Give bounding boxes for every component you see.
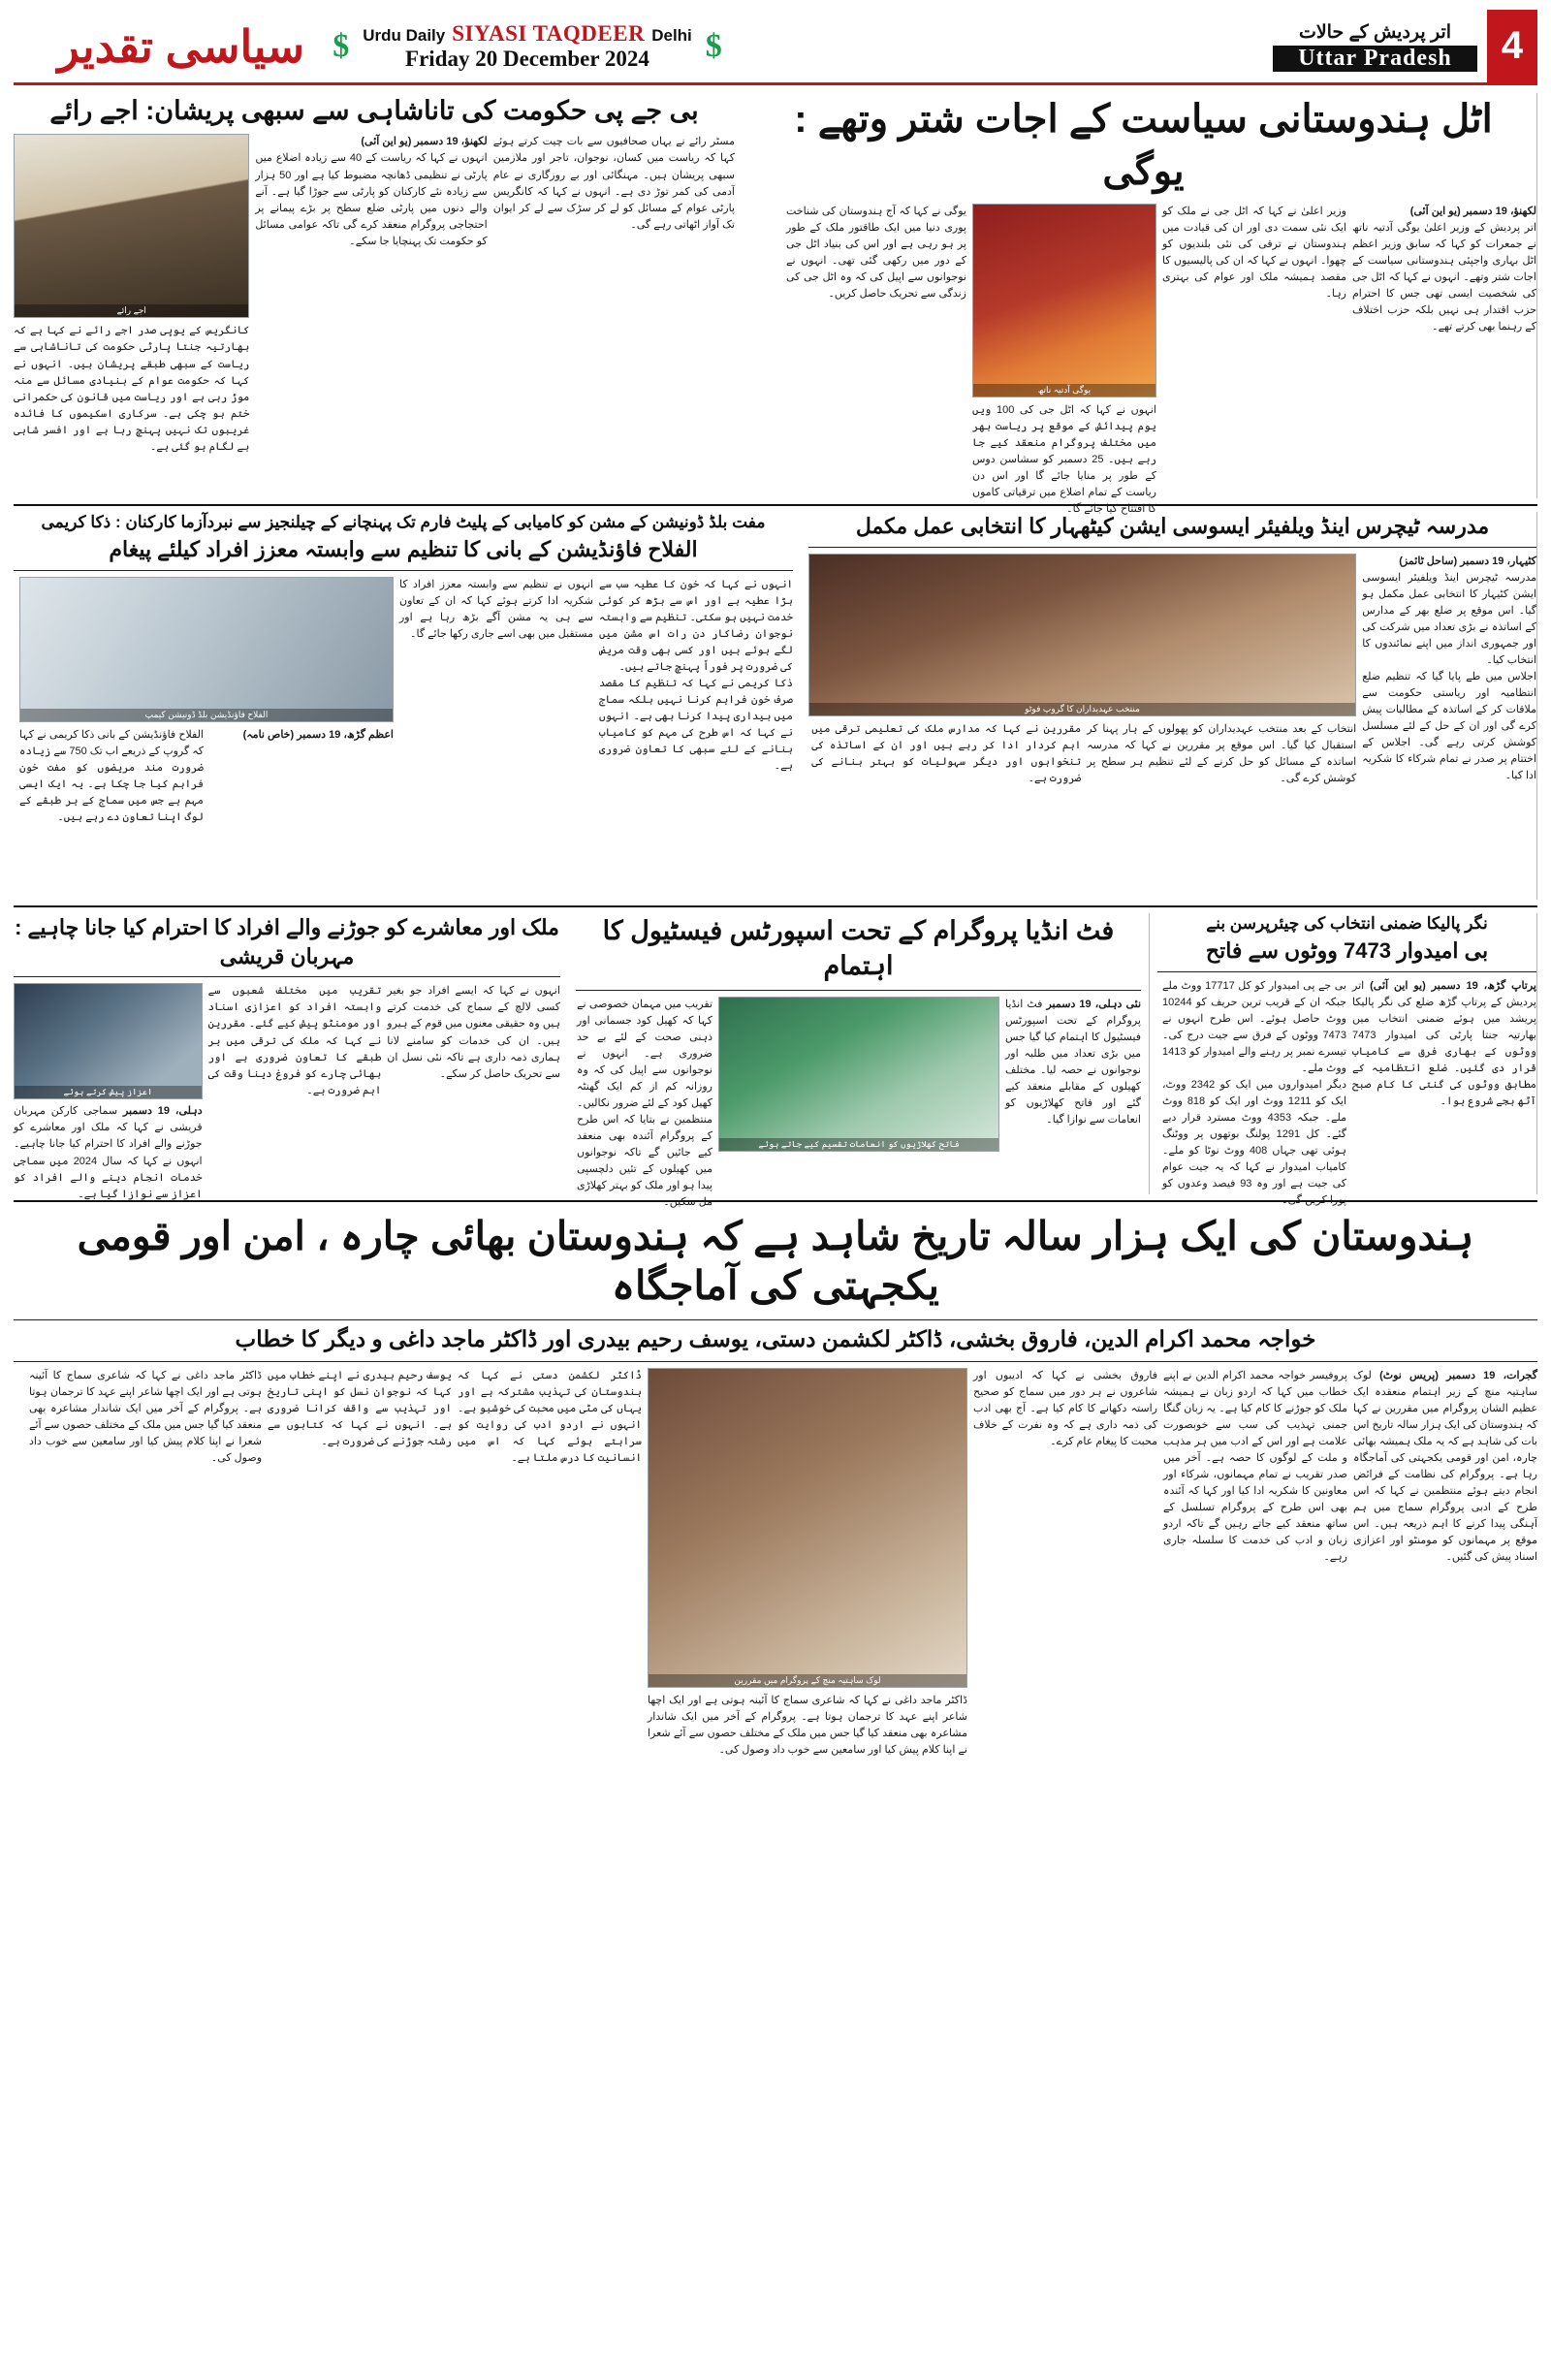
story-blood-headline: الفلاح فاؤنڈیشن کے بانی کا تنظیم سے وابستہ معزز افراد کیلئے پیغام [109,537,698,561]
story-blood-p1: الفلاح فاؤنڈیشن کے بانی ذکا کریمی نے کہا کہ گروپ کے ذریعے اب تک 750 سے زیادہ ضرورت مند مریضوں کو مفت خون فراہم کیا جا چکا ہے۔ یہ ایک ایسی مہم ہے جس میں سماج کے ہر طبقے کے لوگ اپنا تعاون دے رہے ہیں۔ [19,728,204,823]
bottom-feature-p3: فاروق بخشی نے کہا کہ ادیبوں اور شاعروں نے ہر دور میں سماج کو صحیح راستہ دکھانے کا کام کیا ہے۔ آج بھی ادب کی ذمہ داری ہے کہ وہ نفرت کے خلاف محبت کا پیغام عام کرے۔ [973,1369,1157,1447]
story-ajay-headline: بی جے پی حکومت کی تاناشاہی سے سبھی پریشان: اجے رائے [49,96,699,125]
story-madrasa-p1: مدرسہ ٹیچرس اینڈ ویلفیئر ایسوسی ایشن کٹیہار کا انتخابی عمل مکمل ہو گیا۔ اس موقع پر ضلع بھر کے مدارس کے اساتذہ نے بڑی تعداد میں شرکت کی اور جمہوری انداز میں اپنے نمائندوں کا انتخاب کیا۔ [1362,571,1536,666]
story-ajay-p1: کانگریس کے یوپی صدر اجے رائے نے کہا ہے کہ بھارتیہ جنتا پارٹی حکومت کی تاناشاہی سے ریاست کے سبھی طبقے پریشان ہیں۔ انہوں نے کہا کہ حکومت عوام کے بنیادی مسائل سے منہ موڑ رہی ہے اور ریاست میں قانون کی حکمرانی ختم ہو چکی ہے۔ سرکاری اسکیموں کا فائدہ غریبوں تک نہیں پہنچ رہا ہے اور افسر شاہی بے لگام ہو گئی ہے۔ [14,325,250,453]
paper-logo-urdu: سیاسی تقدیر [57,20,304,72]
masthead-brand: SIYASI TAQDEER [452,20,646,46]
story-yogi-p2: وزیر اعلیٰ نے کہا کہ اٹل جی نے ملک کو ایک نئی سمت دی اور ان کی قیادت میں ہندوستان نے ترقی کی نئی بلندیوں کو چھوا۔ انہوں نے کہا کہ ان کی پالیسیوں کا مقصد ہمیشہ ملک اور عوام کی بہتری رہا۔ [1162,206,1346,301]
story-sports-photo [718,997,999,1152]
story-qureshi-p1: سماجی کارکن مہربان قریشی نے کہا کہ ملک اور معاشرے کو جوڑنے والے افراد کا احترام کیا جانا چاہیے۔ انہوں نے کہا کہ سال 2024 میں سماجی خدمات انجام دینے والے افراد کو اعزاز سے نوازا گیا ہے۔ [14,1105,203,1200]
story-yogi-p1: اتر پردیش کے وزیر اعلیٰ یوگی آدتیہ ناتھ نے جمعرات کو کہا کہ سابق وزیر اعظم اٹل بہاری واجپئی ہندوستانی سیاست کے اجات شتر وتھے۔ انہوں نے کہا کہ اٹل جی کی شخصیت ایسی تھی جس کا احترام حزب اقتدار ہی نہیں بلکہ حزب اختلاف کے رہنما بھی کرتے تھے۔ [1352,222,1536,333]
divider-bottom-2 [14,1361,1537,1362]
bottom-feature-columns [14,1368,1537,2037]
story-madrasa-headline: مدرسہ ٹیچرس اینڈ ویلفیئر ایسوسی ایشن کیٹھہار کا انتخابی عمل مکمل [855,514,1490,538]
bottom-feature-subbanner: خواجہ محمد اکرام الدین، فاروق بخشی، ڈاکٹر لکشمن دستی، یوسف رحیم بیدری اور ڈاکٹر ماجد داغی و دیگر کا خطاب [235,1325,1316,1351]
story-ajay-photo-caption: اجے رائے [15,304,248,317]
story-madrasa-col1 [1362,554,1536,878]
story-election-p2: بی جے پی امیدوار کو کل 17717 ووٹ ملے جبکہ ان کے قریب ترین حریف کو 10244 ووٹ حاصل ہوئے۔ اس طرح انہوں نے 7473 ووٹوں کے فرق سے جیت درج کی۔ تیسرے نمبر پر رہنے والے امیدوار کو 1413 ووٹ ملے۔ [1162,979,1346,1074]
masthead-center [304,10,750,82]
story-sports [568,913,1150,1209]
section-title [1273,10,1481,82]
story-yogi-dateline: لکھنؤ، 19 دسمبر (یو این آئی) [1409,206,1536,217]
divider-election [1157,971,1536,972]
story-blood-donation [14,512,801,900]
bottom-feature-dateline: گجرات، 19 دسمبر (پریس نوٹ) [1379,1369,1537,1381]
story-blood-dateline: اعظم گڑھ، 19 دسمبر (خاص نامہ) [242,728,394,741]
story-blood-col2 [399,577,593,897]
story-blood-col1 [599,577,793,897]
story-qureshi-p3: تقریب میں مختلف شعبوں سے وابستہ افراد کو اعزازی اسناد اور مومنٹو پیش کیے گئے۔ مقررین نے کہا کہ ملک کی ترقی میں ہر طبقے کا تعاون ضروری ہے اور بھائی چارے کو فروغ دینا وقت کی اہم ضرورت ہے۔ [207,985,382,1096]
story-sports-p2: تقریب میں مہمان خصوصی نے کہا کہ کھیل کود جسمانی اور ذہنی صحت کے لئے بے حد ضروری ہے۔ انہوں نے نوجوانوں سے اپیل کی کہ وہ روزانہ کم از کم ایک گھنٹہ کھیل کود کے لئے ضرور نکالیں۔ [577,998,712,1110]
bottom-feature-p7: پروگرام کی نظامت کے فرائض انجام دیتے ہوئے منتظمین نے کہا کہ اس طرح کے ادبی پروگرام سماج میں ہم آہنگی پیدا کرنے کا اہم ذریعہ ہیں۔ اس موقع پر مہمانوں کو مومنٹو اور اعزازی اسناد پیش کی گئیں۔ [1353,1468,1537,1564]
bottom-col-2 [1163,1368,1347,2037]
story-election-dateline: پرتاپ گڑھ، 19 دسمبر (یو این آئی) [1370,979,1536,992]
story-ajay-p2: مسٹر رائے نے یہاں صحافیوں سے بات چیت کرتے ہوئے کہا کہ ریاست میں کسان، نوجوان، تاجر اور ملازمین سبھی پریشان ہیں۔ مہنگائی اور بے روزگاری نے عام آدمی کی کمر توڑ دی ہے۔ انہوں نے کہا کہ کانگریس پارٹی عوام کے مسائل کو لے کر سڑک سے لے کر ایوان تک آواز اٹھاتی رہے گی۔ [492,136,735,231]
divider-blood [14,570,793,571]
story-sports-dateline: نئی دہلی، 19 دسمبر [1046,998,1142,1010]
story-blood-p3: ذکا کریمی نے کہا کہ تنظیم کا مقصد صرف خون فراہم کرنا نہیں بلکہ سماج میں بیداری پیدا کرنا بھی ہے۔ انہوں نے کہا کہ اس طرح کی مہم کو کامیاب بنانے کے لئے سبھی کا تعاون ضروری ہے۔ [599,677,793,773]
divider-sports [576,990,1141,991]
story-blood-photo-caption: الفلاح فاؤنڈیشن بلڈ ڈونیشن کیمپ [20,709,393,721]
story-qureshi-photo [14,983,203,1099]
story-yogi-p4: یوگی نے کہا کہ آج ہندوستان کی شناخت پوری دنیا میں ایک طاقتور ملک کے طور پر ہو رہی ہے اور اس کی بنیاد اٹل جی کے دور میں رکھی گئی تھی۔ انہوں نے نوجوانوں سے اپیل کی کہ وہ اٹل جی کی زندگی سے تحریک حاصل کریں۔ [786,206,966,301]
story-yogi-photo-caption: یوگی آدتیہ ناتھ [973,384,1155,397]
section-title-urdu: اتر پردیش کے حالات [1298,21,1452,43]
story-sports-col1 [1005,997,1141,1190]
story-ajay-dateline: لکھنؤ، 19 دسمبر (یو این آئی) [361,136,488,148]
story-ajay-rai [14,93,743,498]
third-row [14,913,1537,1209]
story-ajay-col1 [493,134,735,473]
bottom-feature-photo [648,1368,967,1688]
story-sports-p3: منتظمین نے بتایا کہ اس طرح کے پروگرام آئندہ بھی منعقد کیے جائیں گے تاکہ نوجوانوں میں کھیلوں کے تئیں دلچسپی پیدا ہو اور ملک کو بہتر کھلاڑی مل سکیں۔ [577,1114,712,1209]
bottom-feature-p1: لوک ساہتیہ منچ کے زیر اہتمام منعقدہ ایک عظیم الشان پروگرام میں مقررین نے کہا کہ ہندوستان کی ایک ہزار سالہ تاریخ اس بات کی شاہد ہے کہ یہ ملک ہمیشہ بھائی چارہ، امن اور قومی یکجہتی کی آماجگاہ رہا ہے۔ [1353,1369,1537,1480]
story-ajay-col2 [255,134,487,473]
story-election-kicker: نگر پالیکا ضمنی انتخاب کی چیئرپرسن بنے [1206,914,1488,933]
masthead-date: Friday 20 December 2024 [405,46,649,71]
story-madrasa [801,512,1537,900]
bottom-col-5 [268,1368,452,2037]
story-madrasa-photo-caption: منتخب عہدیداران کا گروپ فوٹو [809,703,1355,715]
bottom-feature-p8: آخر میں صدر تقریب نے تمام مہمانوں، شرکاء اور معاونین کا شکریہ ادا کیا اور کہا کہ آئندہ بھی اس طرح کے پروگرام تسلسل کے ساتھ منعقد کیے جاتے رہیں گے تاکہ اردو زبان و ادب کی خدمت کا سلسلہ جاری رہے۔ [1163,1451,1347,1564]
bottom-col-1 [1353,1368,1537,2037]
lead-stories-row [14,93,1537,516]
story-madrasa-p3: مقررین نے کہا کہ مدارس ملک کی تعلیمی ترقی میں اہم کردار ادا کر رہے ہیں اور ان کے اساتذہ کی تنخواہوں اور دیگر سہولیات کو بہتر بنانے کی ضرورت ہے۔ [811,722,1082,784]
story-election-col2 [1162,978,1347,1207]
divider-2 [14,905,1537,907]
story-qureshi-col3 [14,983,203,1200]
bottom-feature-p2: پروفیسر خواجہ محمد اکرام الدین نے اپنے خطاب میں کہا کہ اردو زبان نے ہمیشہ ملک کو جوڑنے کا کام کیا ہے۔ یہ زبان گنگا جمنی تہذیب کی سب سے خوبصورت علامت ہے اور اس کے ادب میں ہر مذہب و ملت کے لوگوں کا حصہ ہے۔ [1163,1369,1347,1464]
story-sports-photo-caption: فاتح کھلاڑیوں کو انعامات تقسیم کیے جاتے ہوئے [719,1138,998,1151]
story-qureshi-col2 [208,983,382,1182]
story-qureshi-p2: انہوں نے کہا کہ ایسے افراد جو بغیر کسی لالچ کے سماج کی خدمت کرتے ہیں وہ حقیقی معنوں میں قوم کے ہیرو ہیں۔ ان کی خدمات کو سامنے لانا ہماری ذمہ داری ہے تاکہ نئی نسل ان سے تحریک حاصل کر سکے۔ [387,985,560,1080]
story-sports-p1: فٹ انڈیا پروگرام کے تحت اسپورٹس فیسٹیول کا اہتمام کیا گیا جس میں بڑی تعداد میں طلبہ اور نوجوانوں نے حصہ لیا۔ مختلف کھیلوں کے مقابلے منعقد کیے گئے اور فاتح کھلاڑیوں کو انعامات سے نوازا گیا۔ [1005,998,1141,1127]
divider-madrasa [808,547,1536,548]
story-yogi-headline: اٹل ہندوستانی سیاست کے اجات شتر وتھے : یوگی [794,98,1493,193]
story-madrasa-p4: اجلاس میں طے پایا گیا کہ تنظیم ضلع انتظامیہ اور ریاستی حکومت سے ملاقات کر کے اساتذہ کے مطالبات پیش کرے گی اور ان کے حل کے لئے مسلسل کوشش کرتی رہے گی۔ اجلاس کے اختتام پر صدر نے تمام شرکاء کا شکریہ ادا کیا۔ [1362,671,1536,782]
story-blood-p4: انہوں نے تنظیم سے وابستہ معزز افراد کا شکریہ ادا کرتے ہوئے کہا کہ ان کے تعاون سے ہی یہ مشن آگے بڑھ رہا ہے اور مستقبل میں بھی اسے جاری رکھا جائے گا۔ [399,578,593,640]
story-madrasa-dateline: کٹیہار، 19 دسمبر (ساحل ٹائمز) [1399,555,1536,567]
bottom-feature-photo-caption: لوک ساہتیہ منچ کے پروگرام میں مقررین [649,1674,966,1687]
story-yogi-p3: انہوں نے کہا کہ اٹل جی کی 100 ویں یوم پیدائش کے موقع پر ریاست بھر میں مختلف پروگرام منعقد کیے جا رہے ہیں۔ 25 دسمبر کو سشاسن دوس کے طور پر منایا جائے گا اور اس دن ریاست کے تمام اضلاع میں ترقیاتی کاموں کا افتتاح کیا جائے گا۔ [972,404,1156,516]
bottom-col-3 [973,1368,1157,2037]
story-ajay-col3 [14,134,249,473]
section-title-english: Uttar Pradesh [1273,46,1477,72]
second-row [14,512,1537,900]
dollar-icon-2: $ [332,27,350,64]
story-madrasa-col2 [808,554,1356,878]
bottom-col-photo [648,1368,967,2037]
masthead-label: Urdu Daily [363,25,446,45]
story-election-p3: دیگر امیدواروں میں ایک کو 2342 ووٹ، ایک کو 1211 ووٹ اور ایک کو 818 ووٹ ملے۔ جبکہ 4353 ووٹ مسترد قرار دیے گئے۔ کل 1291 پولنگ بوتھوں پر ووٹنگ ہوئی تھی جہاں 408 ووٹ نوٹا کو ملے۔ کامیاب امیدوار نے کہا کہ یہ جیت عوام کی جیت ہے اور وہ 93 فیصد وعدوں کو پورا کریں گی۔ [1162,1078,1347,1207]
story-blood-p2: انہوں نے کہا کہ خون کا عطیہ سب سے بڑا عطیہ ہے اور اس سے بڑھ کر کوئی خدمت نہیں ہو سکتی۔ تنظیم سے وابستہ نوجوان رضاکار دن رات اس مشن میں لگے ہوئے ہیں اور کسی بھی وقت مریض کی ضرورت پر فوراً پہنچ جاتے ہیں۔ [599,578,793,673]
dollar-icon: $ [705,27,722,64]
bottom-feature-banner: ہندوستان کی ایک ہزار سالہ تاریخ شاہد ہے کہ ہندوستان بھائی چارہ ، امن اور قومی یکجہتی کی آماجگاہ [77,1214,1474,1309]
divider-qureshi [14,976,560,977]
story-sports-col2 [718,997,999,1190]
divider-bottom-1 [14,1319,1537,1320]
story-yogi-col4 [786,204,966,538]
story-qureshi-photo-caption: اعزاز پیش کرتے ہوئے [15,1086,202,1098]
story-sports-col3 [577,997,712,1209]
story-blood-kicker: مفت بلڈ ڈونیشن کے مشن کو کامیابی کے پلیٹ فارم تک پہنچانے کے چیلنجیز سے نبردآزما کارکنان : ذکا کریمی [41,513,766,531]
story-qureshi-headline: ملک اور معاشرے کو جوڑنے والے افراد کا احترام کیا جانا چاہیے : مہربان قریشی [15,915,559,968]
story-madrasa-photo [808,554,1356,716]
story-election-p1: اتر پردیش کے پرتاپ گڑھ ضلع کی نگر پالیکا پریشد میں ہوئے ضمنی انتخاب میں بھارتیہ جنتا پارٹی کی امیدوار 7473 ووٹوں کے بھاری فرق سے کامیاب قرار دی گئیں۔ ضلع انتظامیہ کے مطابق ووٹوں کی گنتی کا کام صبح آٹھ بجے شروع ہوا۔ [1352,979,1536,1108]
story-blood-col3 [19,577,394,897]
story-qureshi-col1 [387,983,560,1182]
bottom-feature [14,1208,1537,2037]
bottom-col-6 [29,1368,262,2037]
story-yogi [743,93,1537,516]
masthead-city: Delhi [651,25,692,45]
bottom-feature-p6b: ڈاکٹر ماجد داغی نے کہا کہ شاعری سماج کا آئینہ ہوتی ہے اور ایک اچھا شاعر اپنے عہد کا ترجمان ہوتا ہے۔ پروگرام کے آخر میں ایک شاندار مشاعرہ بھی منعقد کیا گیا جس میں ملک کے مختلف حصوں سے آئے شعرا نے اپنا کلام پیش کیا اور سامعین سے خوب داد وصول کی۔ [29,1369,262,1464]
story-yogi-col1 [1352,204,1536,538]
story-ajay-p3: انہوں نے کہا کہ ریاست کے 40 سے زیادہ اضلاع میں پارٹی نے تنظیمی ڈھانچہ مضبوط کیا ہے اور 50 ہزار سے زیادہ نئے کارکنان کو پارٹی سے جوڑا گیا ہے۔ آنے والے دنوں میں پارٹی ضلع سطح پر بڑے پیمانے پر احتجاجی پروگرام منعقد کرے گی تاکہ عوامی مسائل کو حکومت تک پہنچایا جا سکے۔ [255,152,488,247]
story-election-col1 [1352,978,1536,1182]
story-blood-photo [19,577,394,722]
masthead [14,10,1537,85]
page-number-badge: 4 [1487,10,1537,82]
story-yogi-photo [972,204,1156,397]
story-qureshi-dateline: دہلی، 19 دسمبر [122,1105,203,1118]
story-yogi-col2 [1162,204,1346,538]
story-election-headline: بی امیدوار 7473 ووٹوں سے فاتح [1205,938,1489,963]
story-election [1150,913,1537,1207]
story-qureshi [14,913,568,1200]
story-yogi-col3 [972,204,1156,538]
bottom-feature-p5: یوسف رحیم بیدری نے اپنے خطاب میں کہا کہ نوجوان نسل کو اپنی تاریخ اور تہذیب سے واقف کرانا ضروری ہے۔ انہوں نے کہا کہ کتابوں سے رشتہ جوڑنے کی ضرورت ہے۔ [268,1369,452,1447]
bottom-feature-p4: ڈاکٹر لکشمن دستی نے کہا کہ ہندوستان کی تہذیب مشترکہ ہے اور یہاں کی مٹی میں محبت کی خوشبو ہے۔ انہوں نے اردو ادب کی روایت کو سراہتے ہوئے کہا کہ اس میں انسانیت کا درس ملتا ہے۔ [458,1369,642,1464]
paper-logo [14,10,304,82]
story-madrasa-p2: انتخاب کے بعد منتخب عہدیداران کو پھولوں کے ہار پہنا کر استقبال کیا گیا۔ اس موقع پر مقررین نے کہا کہ مدرسہ اساتذہ کے مسائل کو حل کرنے کے لئے تنظیم ہر سطح پر کوشش کرے گی۔ [1087,722,1357,784]
story-ajay-photo [14,134,249,318]
bottom-col-4 [458,1368,642,2037]
story-sports-headline: فٹ انڈیا پروگرام کے تحت اسپورٹس فیسٹیول کا اہتمام [602,916,1115,981]
bottom-feature-p6: ڈاکٹر ماجد داغی نے کہا کہ شاعری سماج کا آئینہ ہوتی ہے اور ایک اچھا شاعر اپنے عہد کا ترجمان ہوتا ہے۔ پروگرام کے آخر میں ایک شاندار مشاعرہ بھی منعقد کیا گیا جس میں ملک کے مختلف حصوں سے آئے شعرا نے اپنا کلام پیش کیا اور سامعین سے خوب داد وصول کی۔ [648,1694,967,1756]
